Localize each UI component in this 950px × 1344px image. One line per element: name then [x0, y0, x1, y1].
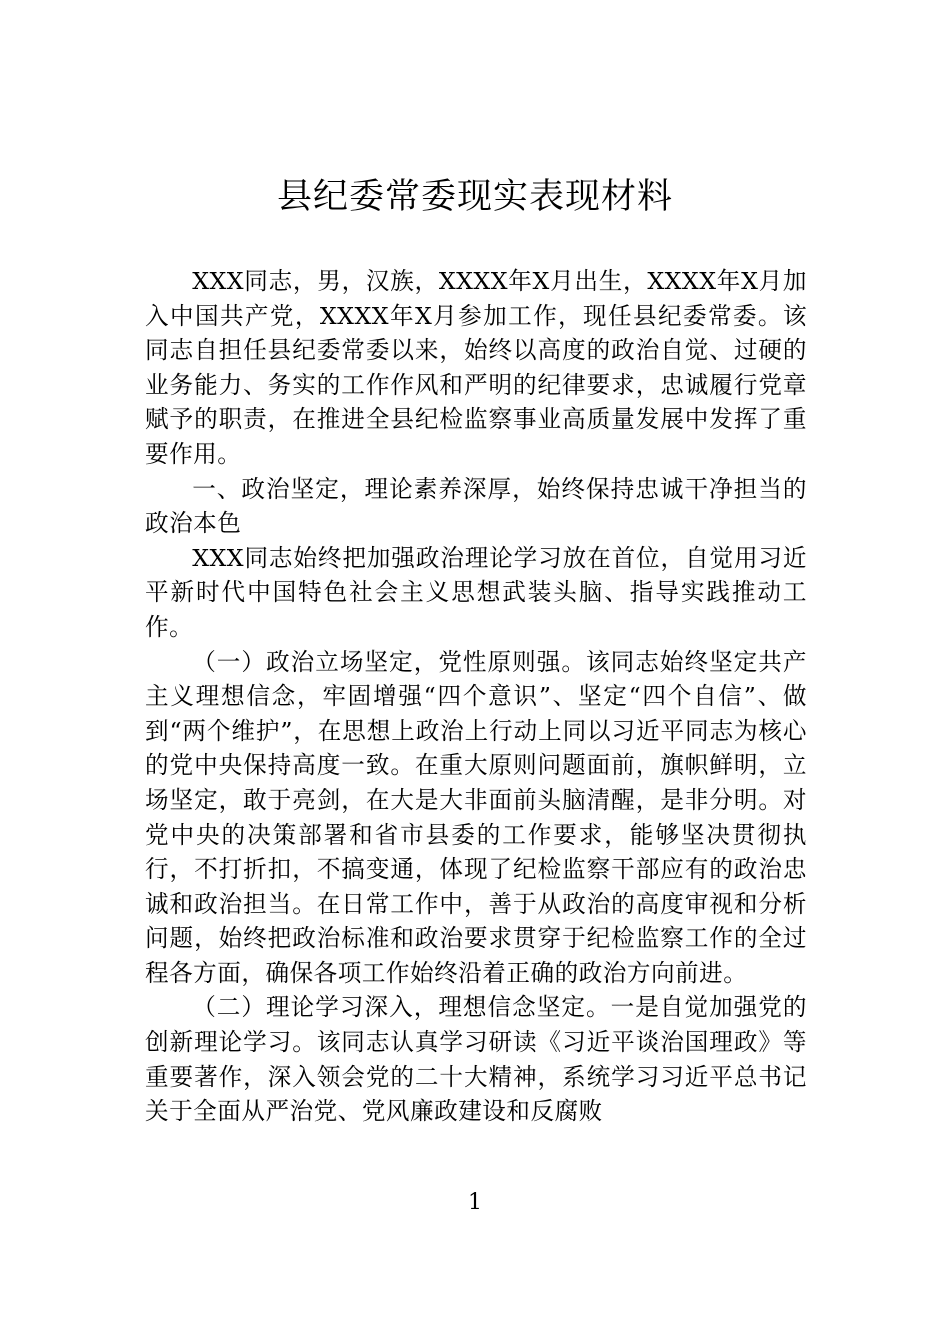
document-body — [145, 264, 807, 1129]
intro-paragraph: XXX同志，男，汉族，XXXX年X月出生，XXXX年X月加入中国共产党，XXXX年X月参加工作，现任县纪委常委。该同志自担任县纪委常委以来，始终以高度的政治自觉、过硬的业务能力、务实的工作作风和严明的纪律要求，忠诚履行党章赋予的职责，在推进全县纪检监察事业高质量发展中发挥了重要作用。 — [145, 267, 807, 468]
subsection-1-paragraph: （一）政治立场坚定，党性原则强。该同志始终坚定共产主义理想信念，牢固增强“四个意识”、坚定“四个自信”、做到“两个维护”，在思想上政治上行动上同以习近平同志为核心的党中央保持高度一致。在重大原则问题面前，旗帜鲜明，立场坚定，敢于亮剑，在大是大非面前头脑清醒，是非分明。对党中央的决策部署和省市县委的工作要求，能够坚决贯彻执行，不打折扣，不搞变通，体现了纪检监察干部应有的政治忠诚和政治担当。在日常工作中，善于从政治的高度审视和分析问题，始终把政治标准和政治要求贯穿于纪检监察工作的全过程各方面，确保各项工作始终沿着正确的政治方向前进。 — [145, 647, 807, 987]
section-1-intro-paragraph: XXX同志始终把加强政治理论学习放在首位，自觉用习近平新时代中国特色社会主义思想武装头脑、指导实践推动工作。 — [145, 543, 807, 641]
page-number: 1 — [468, 1190, 482, 1215]
subsection-2-paragraph: （二）理论学习深入，理想信念坚定。一是自觉加强党的创新理论学习。该同志认真学习研读《习近平谈治国理政》等重要著作，深入领会党的二十大精神，系统学习习近平总书记关于全面从严治党、党风廉政建设和反腐败 — [145, 993, 807, 1126]
section-heading-1: 一、政治坚定，理论素养深厚，始终保持忠诚干净担当的政治本色 — [145, 474, 807, 538]
document-title: 县纪委常委现实表现材料 — [276, 177, 673, 217]
